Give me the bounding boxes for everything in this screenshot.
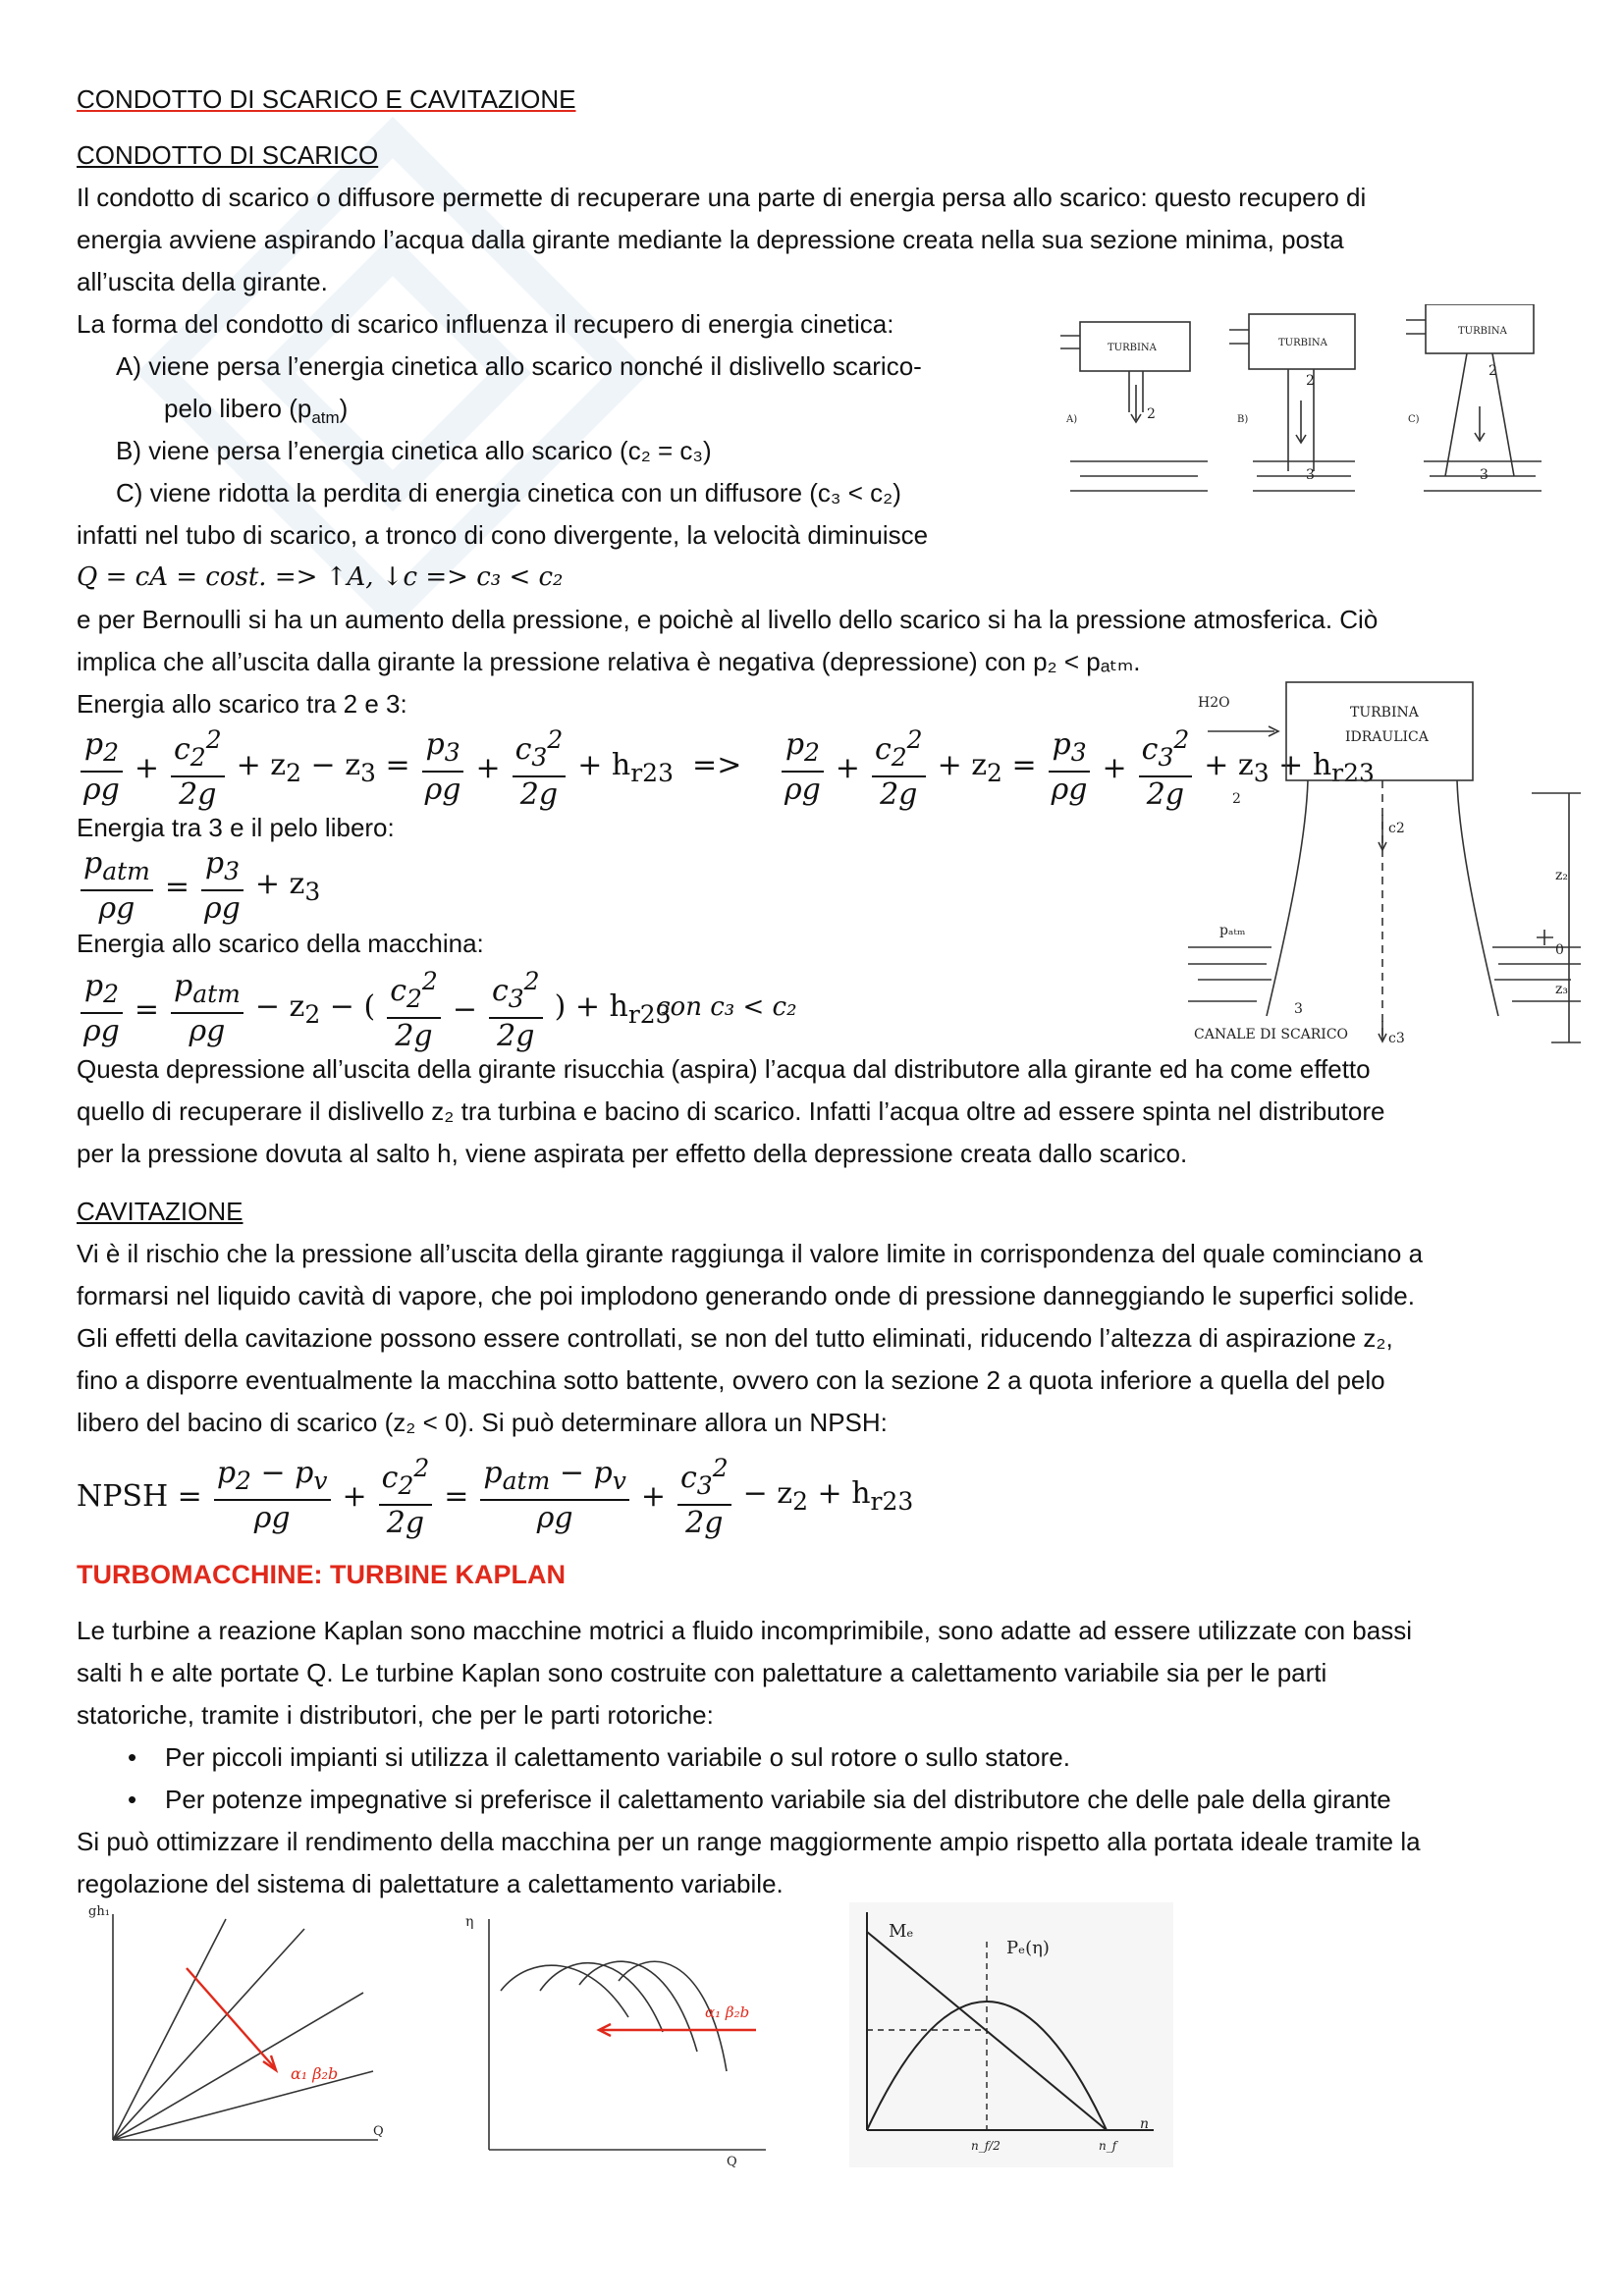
section-number: 3 [1306, 467, 1315, 483]
label-n: n [1140, 2116, 1150, 2132]
bullet-item: • Per potenze impegnative si preferisce il calettamento variabile sia del distributore che delle pale della girante [128, 1785, 1391, 1814]
figure-draft-tube [1188, 677, 1581, 1055]
label-c3: c3 [1388, 1031, 1405, 1046]
paragraph-line: Gli effetti della cavitazione possono essere controllati, se non del tutto eliminati, riducendo l’altezza di aspirazione z₂, [77, 1323, 1393, 1353]
equation-bernoulli-23: $\frac{p_2}{\rho g}$ + $\frac{c_2^2}{2g}$ + $z_2 - z_3$ = $\frac{p_3}{\rho g}$ + $\frac{c_3^2}{2g}$ + $h_{r23}$ => $\frac{p_2}{\rho g}$ + $\frac{c_2^2}{2g}$ + $z_2$ = $\frac{p_3}{\rho g}$ + $\frac{c_3^2}{2g}$ + $z_3 + h_{r23}$ [77, 722, 1382, 813]
label-patm: pₐₜₘ [1219, 923, 1246, 938]
paragraph-line: quello di recuperare il dislivello z₂ tra turbina e bacino di scarico. Infatti l’acqua oltre ad essere spinta nel distributore [77, 1096, 1385, 1126]
label-energy-machine: Energia allo scarico della macchina: [77, 929, 484, 958]
equation-energy-3: $\frac{p_{atm}}{\rho g}$ = $\frac{p_3}{\rho g}$ + $z_3$ [77, 846, 328, 927]
label-nf: n_f [1099, 2139, 1117, 2153]
paragraph-line: fino a disporre eventualmente la macchina sotto battente, ovvero con la sezione 2 a quota inferiore a quella del pelo [77, 1365, 1385, 1395]
list-item-b: B) viene persa l’energia cinetica allo scarico (c₂ = c₃) [116, 436, 712, 465]
label-energy-23: Energia allo scarico tra 2 e 3: [77, 689, 407, 719]
paragraph-line: infatti nel tubo di scarico, a tronco di cono divergente, la velocità diminuisce [77, 520, 929, 550]
label-idraulica: IDRAULICA [1345, 729, 1429, 745]
list-item-a-cont: pelo libero $(p_{atm})$ [164, 394, 349, 428]
label-a: A) [1066, 414, 1078, 425]
section-number: 2 [1488, 363, 1497, 379]
graph-efficiency-vs-q [461, 1904, 785, 2169]
arrow-label: α₁ β₂b [705, 2003, 750, 2021]
section-heading-cavitazione: CAVITAZIONE [77, 1197, 243, 1226]
arrow-label: α₁ β₂b [291, 2064, 339, 2083]
label-pe: Pₑ(η) [1006, 1938, 1050, 1958]
section-number: 2 [1147, 406, 1156, 422]
x-axis-label: Q [373, 2124, 384, 2139]
bullet-item: • Per piccoli impianti si utilizza il calettamento variabile o sul rotore o sullo statore. [128, 1742, 1070, 1772]
label-turbina: TURBINA [1350, 705, 1419, 721]
section-heading-kaplan: TURBOMACCHINE: TURBINE KAPLAN [77, 1560, 566, 1589]
turbine-label: TURBINA [1108, 343, 1157, 353]
equation-npsh: NPSH = $\frac{p_2 - p_v}{\rho g}$ + $\frac{c_2^2}{2g}$ = $\frac{p_{atm} - p_v}{\rho g}$ + $\frac{c_3^2}{2g}$ − $z_2 + h_{r23}$ [77, 1451, 921, 1541]
section-number: 2 [1306, 373, 1315, 389]
paragraph-line: salti h e alte portate Q. Le turbine Kaplan sono costruite con palettature a calettamento variabile sia per le parti [77, 1658, 1327, 1687]
bullet-text: Per piccoli impianti si utilizza il calettamento variabile o sul rotore o sullo statore. [165, 1742, 1070, 1772]
graph-torque-power-vs-n [849, 1902, 1173, 2167]
label-nf-half: n_f/2 [971, 2139, 1001, 2153]
section-number: 3 [1480, 467, 1488, 483]
paragraph-line: energia avviene aspirando l’acqua dalla girante mediante la depressione creata nella sua sezione minima, posta [77, 225, 1344, 254]
equation-energy-machine: $\frac{p_2}{\rho g}$ = $\frac{p_{atm}}{\rho g}$ − $z_2$ − ( $\frac{c_2^2}{2g}$ − $\frac{c_3^2}{2g}$ ) + $h_{r23}$ [77, 964, 679, 1054]
paragraph-line: Le turbine a reazione Kaplan sono macchine motrici a fluido incomprimibile, sono adatte ad essere utilizzate con bassi [77, 1616, 1412, 1645]
paragraph-line: Questa depressione all’uscita della girante risucchia (aspira) l’acqua dal distributore alla girante ed ha come effetto [77, 1054, 1371, 1084]
paragraph-line: Vi è il rischio che la pressione all’uscita della girante raggiunga il valore limite in corrispondenza del quale cominciano a [77, 1239, 1424, 1268]
subscript-atm: atm [311, 408, 340, 428]
label-canale: CANALE DI SCARICO [1194, 1027, 1349, 1042]
paragraph-line: Si può ottimizzare il rendimento della macchina per un range maggiormente ampio rispetto alla portata ideale tramite la [77, 1827, 1421, 1856]
paragraph-line: per la pressione dovuta al salto h, viene aspirata per effetto della depressione creata dallo scarico. [77, 1139, 1188, 1168]
paragraph-line: regolazione del sistema di palettature a calettamento variabile. [77, 1869, 784, 1898]
paragraph-line: Il condotto di scarico o diffusore permette di recuperare una parte di energia persa allo scarico: questo recupero di [77, 183, 1367, 212]
list-item-a-text: pelo libero (p [164, 394, 312, 423]
graph-gh-vs-q [79, 1899, 412, 2155]
list-item-a: A) viene persa l’energia cinetica allo scarico nonché il dislivello scarico- [116, 351, 922, 381]
turbine-label: TURBINA [1278, 338, 1327, 348]
label-b: B) [1237, 414, 1249, 425]
label-c2: c2 [1388, 821, 1405, 836]
figure-discharge-configurations [1060, 304, 1551, 520]
bullet-text: Per potenze impegnative si preferisce il calettamento variabile sia del distributore che delle pale della girante [165, 1785, 1391, 1814]
label-c: C) [1408, 414, 1420, 425]
paragraph-line: libero del bacino di scarico (z₂ < 0). Si può determinare allora un NPSH: [77, 1408, 888, 1437]
label-z2: z₂ [1555, 868, 1568, 883]
paragraph-line: e per Bernoulli si ha un aumento della pressione, e poichè al livello dello scarico si ha la pressione atmosferica. Ciò [77, 605, 1379, 634]
label-me: Mₑ [889, 1921, 914, 1942]
paragraph-line: all’uscita della girante. [77, 267, 328, 296]
label-zero: 0 [1555, 942, 1564, 958]
page-title: CONDOTTO DI SCARICO E CAVITAZIONE [77, 84, 576, 114]
label-section-3: 3 [1294, 1001, 1303, 1017]
section-heading-scarico: CONDOTTO DI SCARICO [77, 140, 379, 170]
y-axis-label: η [465, 1914, 474, 1930]
label-section-2: 2 [1232, 791, 1241, 807]
condition-c3-c2: con c₃ < c₂ [656, 992, 797, 1022]
equation-continuity: Q = cA = cost. => ↑A, ↓c => c₃ < c₂ [77, 562, 564, 592]
label-energy-3: Energia tra 3 e il pelo libero: [77, 813, 395, 842]
paragraph-line: implica che all’uscita dalla girante la pressione relativa è negativa (depressione) con p₂ < pₐₜₘ. [77, 647, 1141, 676]
y-axis-label: gh₁ [88, 1904, 110, 1919]
list-item-c: C) viene ridotta la perdita di energia cinetica con un diffusore (c₃ < c₂) [116, 478, 901, 507]
label-h2o: H2O [1198, 695, 1230, 711]
x-axis-label: Q [727, 2155, 737, 2169]
paragraph-line: formarsi nel liquido cavità di vapore, che poi implodono generando onde di pressione danneggiando le superfici solide. [77, 1281, 1415, 1310]
label-z3: z₃ [1555, 982, 1568, 997]
turbine-label: TURBINA [1458, 326, 1507, 337]
paragraph-line: statoriche, tramite i distributori, che per le parti rotoriche: [77, 1700, 714, 1730]
paragraph-line: La forma del condotto di scarico influenza il recupero di energia cinetica: [77, 309, 894, 339]
